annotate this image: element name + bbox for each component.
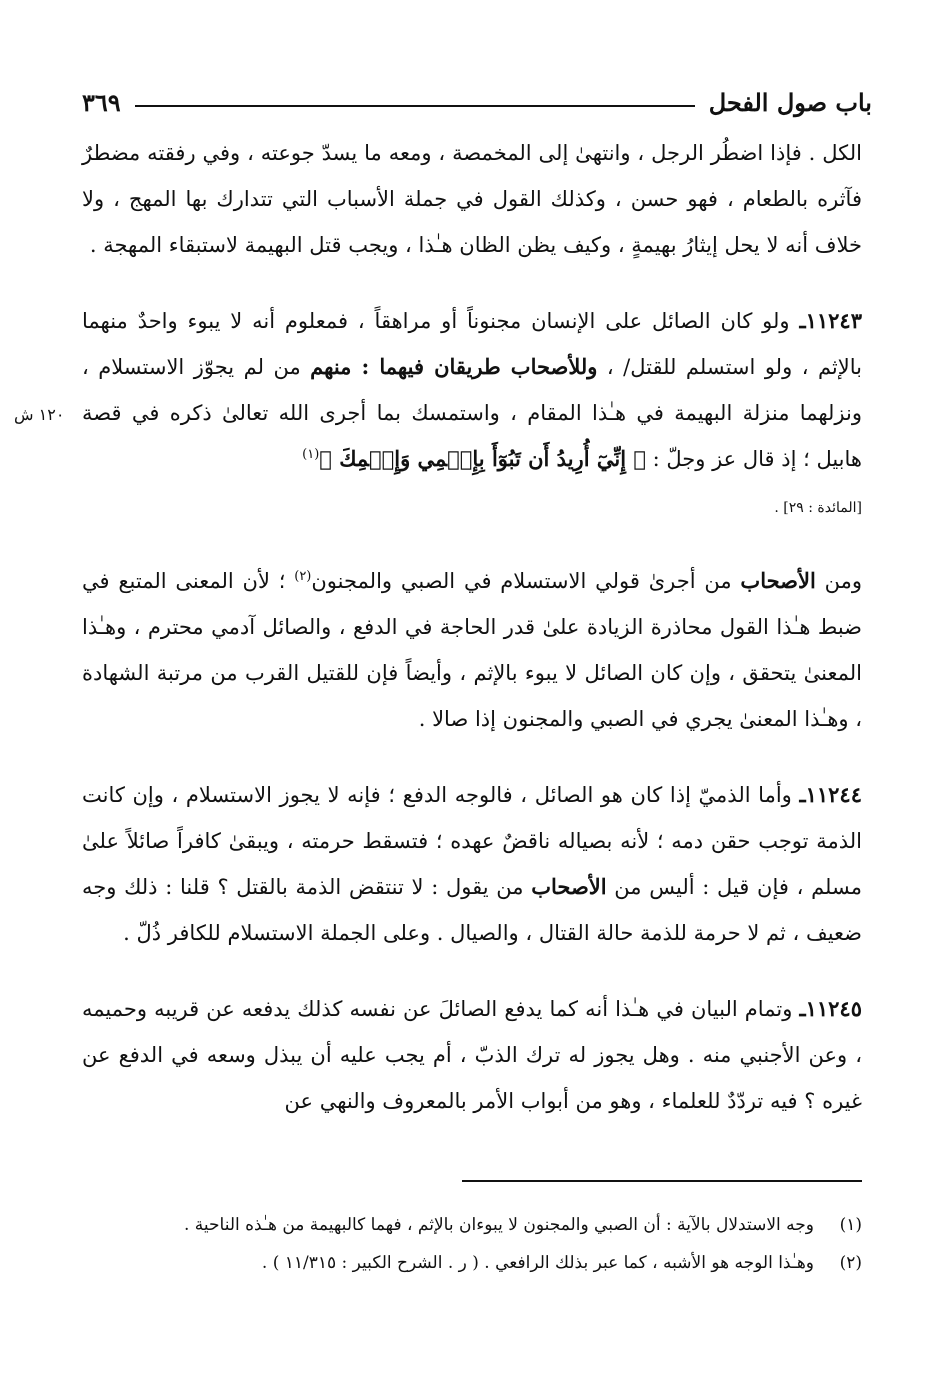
bold-phrase: وللأصحاب طريقان فيهما : منهم [310, 354, 598, 379]
header-rule [135, 105, 695, 107]
bold-phrase: الأصحاب [531, 874, 607, 899]
paragraph-text: ولو كان الصائل على الإنسان مجنوناً أو مراهقاً ، فمعلوم أنه لا يبوء واحدٌ منهما بالإثم ، ولو استسلم للقتل/ ، [82, 309, 862, 379]
footnote-marker: (٢) [294, 569, 312, 584]
paragraph-11244 [82, 772, 862, 956]
paragraph-text: وأما الذميّ إذا كان هو الصائل ، فالوجه الدفع ؛ فإنه لا يجوز الاستسلام ، وإن كانت الذمة توجب حقن دمه ؛ لأنه بصياله ناقضٌ عهده ؛ فتسقط حرمته ، ويبقىٰ كافراً صائلاً علىٰ مسلم ، فإن قيل : أليس من [82, 783, 862, 899]
paragraph-text: ؛ لأن المعنى المتبع في ضبط هـٰذا القول محاذرة الزيادة علىٰ قدر الحاجة في الدفع ، والصائل آدمي محترم ، وهـٰذا المعنىٰ يتحقق ، وإن كان الصائل لا يبوء بالإثم ، وأيضاً فإن للقتيل القرب من مرتبة الشهادة ، وهـٰذا المعنىٰ يجري في الصبي والمجنون إذا صالا . [82, 569, 862, 731]
issue-number: ١١٢٤٤ـ [799, 782, 862, 807]
running-header [82, 82, 872, 122]
footnote-2 [82, 1248, 862, 1278]
footnote-text: وجه الاستدلال بالآية : أن الصبي والمجنون لا يبوءان بالإثم ، فهما كالبهيمة من هـٰذه الناحية . [183, 1215, 814, 1235]
issue-number: ١١٢٤٥ـ [799, 996, 862, 1021]
footnote-1 [82, 1210, 862, 1240]
verse-reference: [المائدة : ٢٩] . [774, 500, 862, 516]
footnote-text: وهـٰذا الوجه هو الأشبه ، كما عبر بذلك الرافعي . ( ر . الشرح الكبير : ١١/٣١٥ ) . [261, 1253, 814, 1273]
footnotes [82, 1210, 862, 1286]
paragraph-text: من يقول : لا تنتقض الذمة بالقتل ؟ قلنا : ذلك وجه ضعيف ، ثم لا حرمة للذمة حالة القتال ، والصيال . وعلى الجملة الاستسلام للكافر ذُلّ . [82, 875, 862, 945]
main-text [82, 130, 862, 1124]
paragraph-text: ومن [815, 569, 862, 593]
paragraph-text: الكل . فإذا اضطُر الرجل ، وانتهىٰ إلى المخمصة ، ومعه ما يسدّ جوعته ، وفي رفقته مضطرٌ فآثره بالطعام ، فهو حسن ، وكذلك القول في جملة الأسباب التي تتدارك بها المهج ، ولا خلاف أنه لا يحل إيثارُ بهيمةٍ ، وكيف يظن الظان هـٰذا ، ويجب قتل البهيمة لاستبقاء المهجة . [82, 141, 862, 257]
footnote-number: (١) [839, 1215, 862, 1235]
page-number: ٣٦٩ [82, 87, 121, 117]
footnote-marker: (١) [302, 447, 320, 462]
footnote-number: (٢) [839, 1253, 862, 1273]
paragraph-text: من أجرىٰ قولي الاستسلام في الصبي والمجنون [311, 569, 741, 593]
paragraph-text: من لم يجوّز الاستسلام ، ونزلهما منزلة البهيمة في هـٰذا المقام ، واستمسك بما أجرى الله تعالىٰ ذكره في قصة هابيل ؛ إذ قال عز وجلّ : [82, 355, 862, 471]
paragraph-3 [82, 558, 862, 742]
paragraph-11245 [82, 986, 862, 1124]
bold-phrase: الأصحاب [740, 568, 816, 593]
paragraph-1 [82, 130, 862, 268]
footnote-separator [462, 1180, 862, 1182]
paragraph-text: وتمام البيان في هـٰذا أنه كما يدفع الصائلَ عن نفسه كذلك يدفعه عن قريبه وحميمه ، وعن الأجنبي منه . وهل يجوز له ترك الذبّ ، أم يجب عليه أن يبذل وسعه في الدفع عن غيره ؟ فيه تردّدٌ للعلماء ، وهو من أبواب الأمر بالمعروف والنهي عن [82, 997, 862, 1113]
paragraph-11243 [82, 298, 862, 528]
chapter-title: باب صول الفحل [708, 87, 872, 117]
margin-note: ١٢٠ ش [14, 405, 65, 424]
quran-verse: ﴿ إِنِّيٓ أُرِيدُ أَن تَبُوٓأَ بِإِثۡمِي وَإِثۡمِكَ ﴾ [319, 446, 646, 471]
issue-number: ١١٢٤٣ـ [799, 308, 862, 333]
